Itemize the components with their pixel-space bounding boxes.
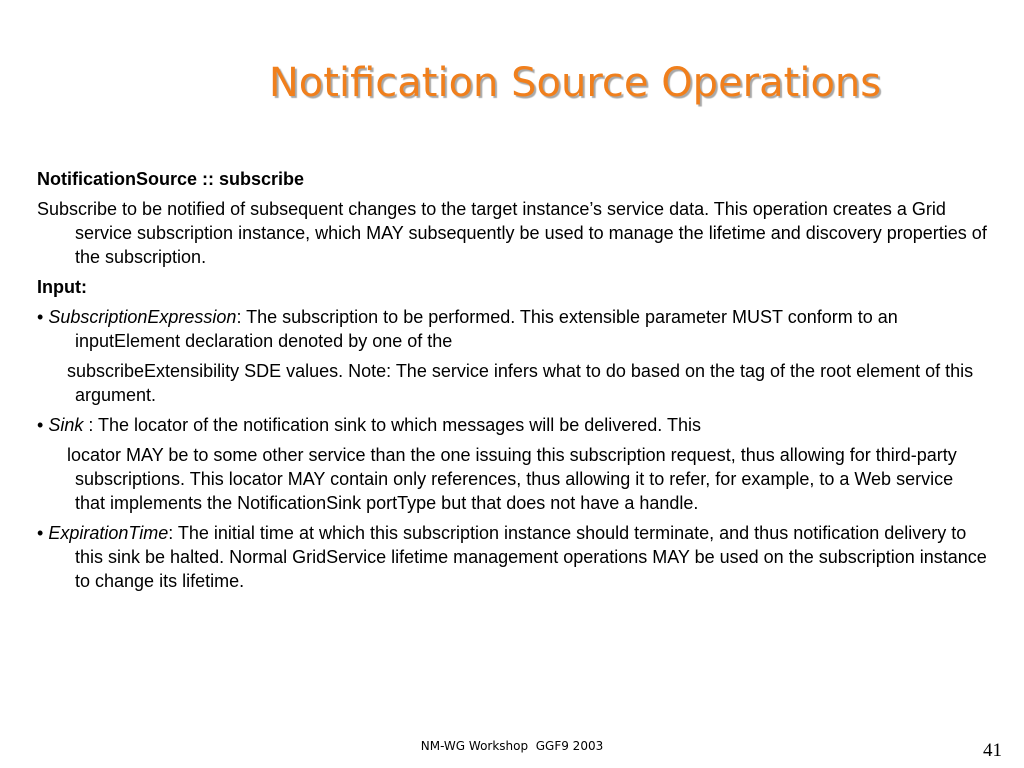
param-name: SubscriptionExpression	[48, 307, 237, 327]
bullet: •	[37, 523, 44, 543]
operation-heading: NotificationSource :: subscribe	[37, 169, 305, 189]
param-name: ExpirationTime	[48, 523, 169, 543]
param-continuation: locator MAY be to some other service than the one issuing this subscription request, thus allowing for third-party subscriptions. This locator MAY contain only references, thus allowing it to refer, for example, to a Web service that implements the NotificationSink portType but that does not have a handle.	[67, 445, 957, 513]
input-label: Input:	[37, 277, 87, 297]
page-number: 41	[983, 740, 1002, 761]
param-continuation: subscribeExtensibility SDE values. Note: The service infers what to do based on the tag of the root element of this argument.	[67, 361, 974, 405]
slide-body	[37, 167, 987, 599]
param-name: Sink	[48, 415, 84, 435]
param-text: : The subscription to be performed. This extensible parameter MUST conform to an inputElement declaration denoted by one of the	[75, 307, 898, 351]
operation-description: Subscribe to be notified of subsequent changes to the target instance’s service data. This operation creates a Grid service subscription instance, which MAY subsequently be used to manage the lifetime and discovery properties of the subscription.	[37, 199, 987, 267]
param-text: : The initial time at which this subscription instance should terminate, and thus notification delivery to this sink be halted. Normal GridService lifetime management operations MAY be used on the subscription instance to change its lifetime.	[75, 523, 987, 591]
param-expiration-time	[37, 521, 987, 593]
slide-title: Notification Source Operations	[268, 60, 882, 106]
param-sink	[37, 413, 987, 437]
footer-text: NM-WG Workshop GGF9 2003	[420, 739, 604, 753]
param-subscription-expression	[37, 305, 987, 353]
bullet: •	[37, 415, 44, 435]
bullet: •	[37, 307, 44, 327]
param-text: : The locator of the notification sink to which messages will be delivered. This	[83, 415, 701, 435]
